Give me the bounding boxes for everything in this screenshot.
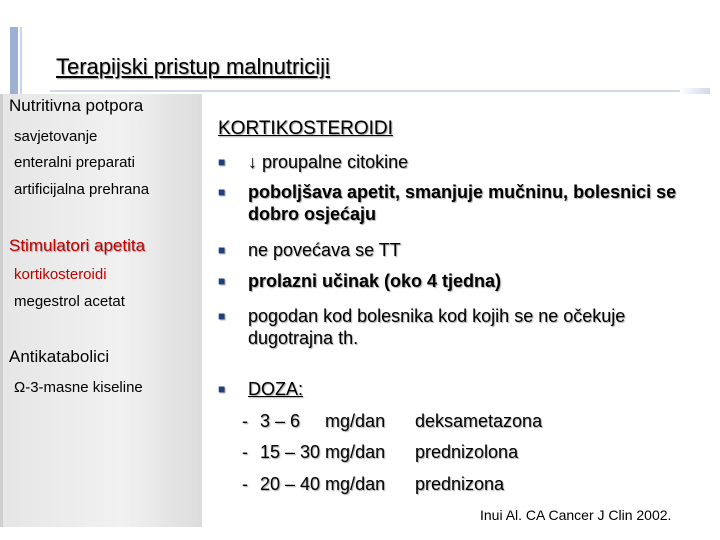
dose-amount: 20 – 40 mg/dan xyxy=(260,474,386,494)
square-bullet-icon: ■ xyxy=(218,274,226,288)
slide-title: Terapijski pristup malnutriciji xyxy=(56,54,330,79)
square-bullet-icon: ■ xyxy=(218,155,226,169)
bullet-text: prolazni učinak (oko 4 tjedna) xyxy=(248,271,502,291)
dose-amount: 15 – 30 mg/dan xyxy=(260,442,386,462)
bullet-text: ↓ proupalne citokine xyxy=(248,152,409,172)
bullet-item xyxy=(218,151,688,173)
sidebar-item-artificial-nutrition: artificijalna prehrana xyxy=(14,181,150,198)
dose-dash: - xyxy=(242,474,248,494)
citation: Inui Al. CA Cancer J Clin 2002. xyxy=(480,507,672,523)
dose-dash: - xyxy=(242,411,248,431)
square-bullet-icon: ■ xyxy=(218,382,226,396)
dose-heading: DOZA: xyxy=(248,379,304,399)
dose-drug: deksametazona xyxy=(415,411,543,431)
bullet-item xyxy=(218,305,688,349)
title-divider xyxy=(50,90,710,92)
bullet-item xyxy=(218,181,688,225)
sidebar-heading-nutritional-support: Nutritivna potpora xyxy=(9,96,144,115)
square-bullet-icon: ■ xyxy=(218,243,226,257)
sidebar-item-megestrol-acetate: megestrol acetat xyxy=(14,293,125,310)
dose-drug: prednizona xyxy=(415,474,505,494)
sidebar-item-enteral-preparations: enteralni preparati xyxy=(14,154,135,171)
sidebar-item-omega3: Ω-3-masne kiseline xyxy=(14,379,143,396)
sidebar-item-corticosteroids: kortikosteroidi xyxy=(14,266,107,283)
title-divider-fade xyxy=(680,88,710,94)
sidebar xyxy=(0,94,202,527)
corticosteroids-heading: KORTIKOSTEROIDI xyxy=(218,118,393,139)
dose-amount: 3 – 6 mg/dan xyxy=(260,411,386,431)
bullet-item xyxy=(218,270,688,292)
sidebar-heading-anticatabolics: Antikatabolici xyxy=(9,347,110,366)
bullet-text: poboljšava apetit, smanjuje mučninu, bolesnici se dobro osjećaju xyxy=(248,182,677,224)
bullet-item xyxy=(218,239,688,261)
square-bullet-icon: ■ xyxy=(218,185,226,199)
bullet-text: pogodan kod bolesnika kod kojih se ne očekuje dugotrajna th. xyxy=(248,306,626,348)
dose-drug: prednizolona xyxy=(415,442,519,462)
sidebar-heading-appetite-stimulators: Stimulatori apetita xyxy=(9,236,146,255)
bullet-text: ne povećava se TT xyxy=(248,240,401,260)
bullet-item xyxy=(218,378,688,400)
square-bullet-icon: ■ xyxy=(218,309,226,323)
dose-dash: - xyxy=(242,442,248,462)
sidebar-item-counseling: savjetovanje xyxy=(14,128,98,145)
